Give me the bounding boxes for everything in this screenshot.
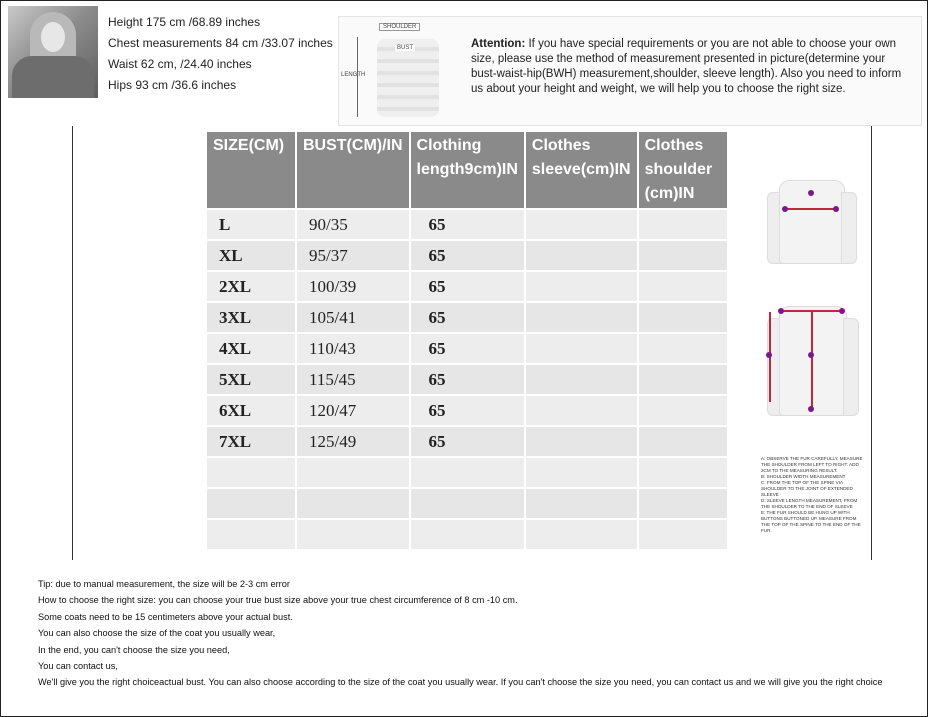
tip-line: You can also choose the size of the coat you usually wear, (38, 628, 276, 639)
shoulder-cell (639, 272, 727, 301)
length-cell: 65 (411, 427, 524, 456)
length-cell: 65 (411, 272, 524, 301)
size-cell: 2XL (207, 272, 295, 301)
sleeve-cell (526, 396, 637, 425)
measure-point (808, 406, 814, 412)
shoulder-cell (639, 365, 727, 394)
attention-text (471, 37, 911, 97)
bust-cell: 95/37 (297, 241, 409, 270)
sizing-tips (38, 576, 883, 691)
table-row (207, 210, 727, 239)
length-label: LENGTH (341, 72, 366, 78)
bust-label: BUST (397, 45, 414, 51)
table-row-empty (207, 489, 727, 518)
table-row (207, 396, 727, 425)
length-cell: 65 (411, 396, 524, 425)
sleeve-cell (526, 272, 637, 301)
empty-cell (411, 520, 524, 549)
spec-height: Height 175 cm /68.89 inches (108, 15, 261, 29)
size-cell: 4XL (207, 334, 295, 363)
model-face (41, 22, 65, 52)
tip-line: Some coats need to be 15 centimeters above your actual bust. (38, 611, 293, 622)
header-shoulder: Clothes shoulder (cm)IN (639, 132, 727, 208)
size-chart-panel (72, 126, 872, 560)
model-fur-coat (12, 56, 94, 98)
length-cell: 65 (411, 241, 524, 270)
size-table-header (207, 132, 727, 208)
attention-body: If you have special requirements or you are not able to choose your own size, please use the method of measurement presented in picture(determine your bust-waist-hip(BWH) measurement,shoulder, sleeve length). Also you need to inform us about your height and weight, we will help you to choose the right size. (471, 38, 902, 95)
table-row-empty (207, 458, 727, 487)
spec-hips: Hips 93 cm /36.6 inches (108, 78, 237, 92)
sleeve-cell (526, 303, 637, 332)
header-bust: BUST(CM)/IN (297, 132, 409, 208)
measure-point (766, 352, 772, 358)
empty-cell (639, 520, 727, 549)
size-cell: 7XL (207, 427, 295, 456)
measure-point (839, 308, 845, 314)
legend-item: C: FROM THE TOP OF THE SPINE VIA SHOULDER TO THE JOINT OF EXTENDED SLEEVE (761, 480, 853, 497)
table-row (207, 365, 727, 394)
jacket-measurement-illustration (767, 296, 859, 418)
empty-cell (639, 458, 727, 487)
empty-cell (297, 520, 409, 549)
spec-waist: Waist 62 cm, /24.40 inches (108, 57, 252, 71)
tip-line: Tip: due to manual measurement, the size will be 2-3 cm error (38, 579, 290, 589)
table-row (207, 334, 727, 363)
header-sleeve: Clothes sleeve(cm)IN (526, 132, 637, 208)
empty-cell (207, 520, 295, 549)
empty-cell (639, 489, 727, 518)
size-table (205, 130, 729, 551)
bust-cell: 125/49 (297, 427, 409, 456)
tip-line: You can contact us, (38, 661, 118, 672)
empty-cell (526, 489, 637, 518)
table-row (207, 241, 727, 270)
measure-point (808, 190, 814, 196)
length-cell: 65 (411, 365, 524, 394)
shoulder-cell (639, 396, 727, 425)
measure-point (782, 206, 788, 212)
empty-cell (526, 458, 637, 487)
sleeve-cell (526, 427, 637, 456)
sleeve-cell (526, 241, 637, 270)
empty-cell (207, 489, 295, 518)
length-cell: 65 (411, 303, 524, 332)
shoulder-label: SHOULDER (379, 23, 420, 31)
empty-cell (297, 458, 409, 487)
measurement-legend (761, 456, 865, 534)
size-cell: XL (207, 241, 295, 270)
measure-point (808, 352, 814, 358)
model-photo (8, 6, 98, 98)
size-cell: 3XL (207, 303, 295, 332)
table-row (207, 427, 727, 456)
jacket-right-sleeve (841, 192, 857, 264)
shoulder-cell (639, 427, 727, 456)
legend-item: B: SHOULDER WIDTH MEASUREMENT (761, 474, 846, 479)
tip-line: How to choose the right size: you can choose your true bust size above your true chest circumference of 8 cm -10 cm. (38, 595, 518, 606)
bust-cell: 115/45 (297, 365, 409, 394)
header-length: Clothing length9cm)IN (411, 132, 524, 208)
sleeve-cell (526, 334, 637, 363)
empty-cell (411, 458, 524, 487)
table-row-empty (207, 520, 727, 549)
tip-line: We'll give you the right choiceactual bust. You can also choose according to the size of the coat you usually wear. If you can't choose the size you need, you can contact us and we will give you the right choice (38, 677, 883, 688)
spec-chest: Chest measurements 84 cm /33.07 inches (108, 36, 333, 50)
empty-cell (297, 489, 409, 518)
attention-label: Attention: (471, 38, 526, 50)
size-cell: L (207, 210, 295, 239)
jacket-front-illustration (767, 170, 857, 270)
model-specs (108, 12, 333, 96)
shoulder-cell (639, 334, 727, 363)
measure-point (778, 308, 784, 314)
size-cell: 5XL (207, 365, 295, 394)
bust-cell: 105/41 (297, 303, 409, 332)
bust-cell: 120/47 (297, 396, 409, 425)
legend-item: D: SLEEVE LENGTH MEASUREMENT, FROM THE SHOULDER TO THE END OF SLEEVE (761, 498, 858, 509)
size-cell: 6XL (207, 396, 295, 425)
length-cell: 65 (411, 334, 524, 363)
empty-cell (526, 520, 637, 549)
bust-measure-line (785, 208, 837, 210)
sleeve-cell (526, 210, 637, 239)
shoulder-cell (639, 303, 727, 332)
shoulder-cell (639, 241, 727, 270)
sleeve-cell (526, 365, 637, 394)
length-cell: 65 (411, 210, 524, 239)
shoulder-cell (639, 210, 727, 239)
measure-point (833, 206, 839, 212)
jacket-body (779, 306, 847, 416)
length-measure-line (811, 310, 813, 410)
table-row (207, 303, 727, 332)
empty-cell (411, 489, 524, 518)
bust-cell: 90/35 (297, 210, 409, 239)
bust-cell: 110/43 (297, 334, 409, 363)
measurement-diagram-panel (338, 16, 922, 126)
legend-item: A: OBSERVE THE FUR CAREFULLY, MEASURE THE SHOULDER FROM LEFT TO RIGHT. ADD 2CM TO THE MEASURING RESULT. (761, 456, 863, 473)
jacket-right-sleeve (843, 318, 859, 416)
empty-cell (207, 458, 295, 487)
tip-line: In the end, you can't choose the size you need, (38, 644, 230, 655)
table-row (207, 272, 727, 301)
bust-cell: 100/39 (297, 272, 409, 301)
legend-item: E: THE FUR SHOULD BE HUNG UP WITH BUTTONS BUTTONED UP. MEASURE FROM THE TOP OF THE SPINE TO THE END OF THE FUR. (761, 510, 861, 533)
header-size: SIZE(CM) (207, 132, 295, 208)
